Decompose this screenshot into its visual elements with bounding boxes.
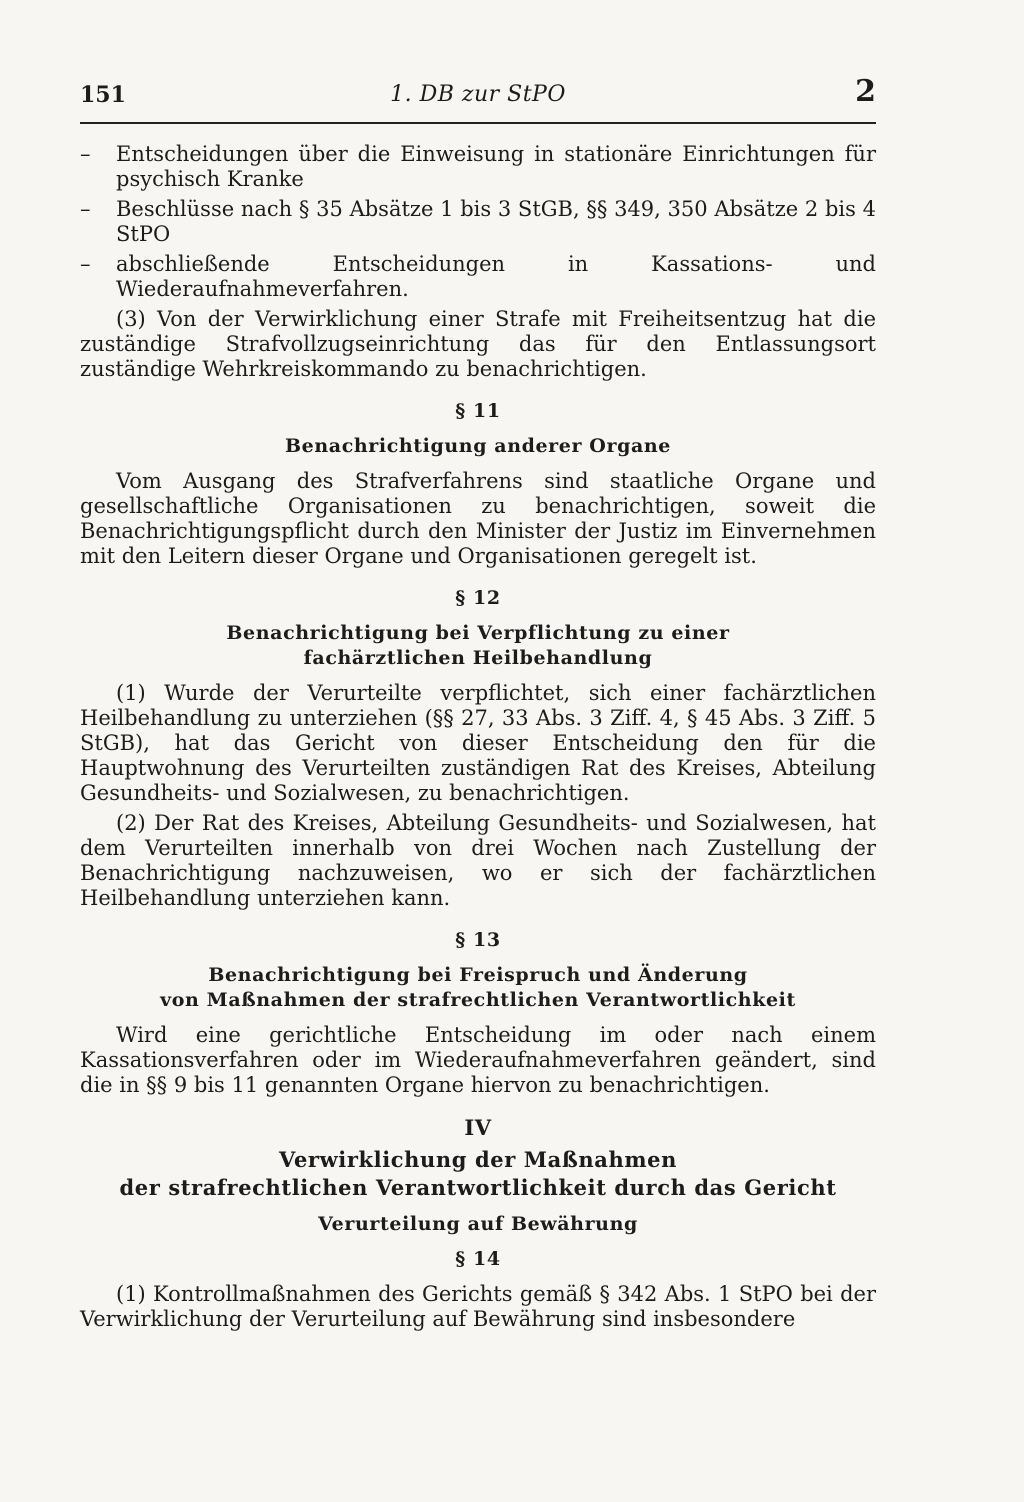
section-14-number: § 14 [455, 1248, 501, 1270]
part-iv-title-line-1: Verwirklichung der Maßnahmen [278, 1147, 678, 1172]
part-iv-subtitle: Verurteilung auf Bewährung [318, 1213, 638, 1235]
page-body [80, 142, 876, 1337]
header-rule [80, 122, 876, 124]
running-title: 1. DB zur StPO [390, 82, 566, 107]
section-12-title-line-1: Benachrichtigung bei Verpflichtung zu einer [226, 622, 730, 644]
part-iv-numeral: IV [464, 1115, 492, 1140]
section-11-number: § 11 [455, 400, 501, 422]
list-item: – abschließende Entscheidungen in Kassations- und Wiederaufnahmeverfahren. [80, 252, 876, 301]
section-13-title-line-2: von Maßnahmen der strafrechtlichen Verantwortlichkeit [160, 989, 796, 1011]
section-11-title: Benachrichtigung anderer Organe [285, 435, 671, 457]
section-12-title-line-2: fachärztlichen Heilbehandlung [303, 647, 653, 669]
page-header [80, 74, 876, 114]
page-number: 151 [80, 82, 126, 108]
list-item: – Beschlüsse nach § 35 Absätze 1 bis 3 StGB, §§ 349, 350 Absätze 2 bis 4 StPO [80, 197, 876, 246]
section-14-paragraph-1: (1) Kontrollmaßnahmen des Gerichts gemäß § 342 Abs. 1 StPO bei der Verwirklichung der Verurteilung auf Bewährung sind insbesondere [80, 1282, 876, 1331]
section-13-text: Wird eine gerichtliche Entscheidung im oder nach einem Kassationsverfahren oder im Wiederaufnahmeverfahren geändert, sind die in §§ 9 bis 11 genannten Organe hiervon zu benachrichtigen. [80, 1023, 876, 1097]
section-12-paragraph-2: (2) Der Rat des Kreises, Abteilung Gesundheits- und Sozialwesen, hat dem Verurteilten innerhalb von drei Wochen nach Zustellung der Benachrichtigung nachzuweisen, wo er sich der fachärztlichen Heilbehandlung unterziehen kann. [80, 811, 876, 910]
section-number: 2 [855, 74, 876, 109]
section-13-number: § 13 [455, 929, 501, 951]
section-11-text: Vom Ausgang des Strafverfahrens sind staatliche Organe und gesellschaftliche Organisationen zu benachrichtigen, soweit die Benachrichtigungspflicht durch den Minister der Justiz im Einvernehmen mit den Leitern dieser Organe und Organisationen geregelt ist. [80, 469, 876, 568]
section-12-paragraph-1: (1) Wurde der Verurteilte verpflichtet, sich einer fachärztlichen Heilbehandlung zu unterziehen (§§ 27, 33 Abs. 3 Ziff. 4, § 45 Abs. 3 Ziff. 5 StGB), hat das Gericht von dieser Entscheidung den für die Hauptwohnung des Verurteilten zuständigen Rat des Kreises, Abteilung Gesundheits- und Sozialwesen, zu benachrichtigen. [80, 681, 876, 805]
section-13-title-line-1: Benachrichtigung bei Freispruch und Änderung [208, 964, 748, 986]
list-item: – Entscheidungen über die Einweisung in stationäre Einrichtungen für psychisch Kranke [80, 142, 876, 191]
part-iv-title-line-2: der strafrechtlichen Verantwortlichkeit durch das Gericht [119, 1175, 837, 1200]
section-12-number: § 12 [455, 587, 501, 609]
paragraph-3: (3) Von der Verwirklichung einer Strafe mit Freiheitsentzug hat die zuständige Strafvollzugseinrichtung das für den Entlassungsort zuständige Wehrkreiskommando zu benachrichtigen. [80, 307, 876, 381]
